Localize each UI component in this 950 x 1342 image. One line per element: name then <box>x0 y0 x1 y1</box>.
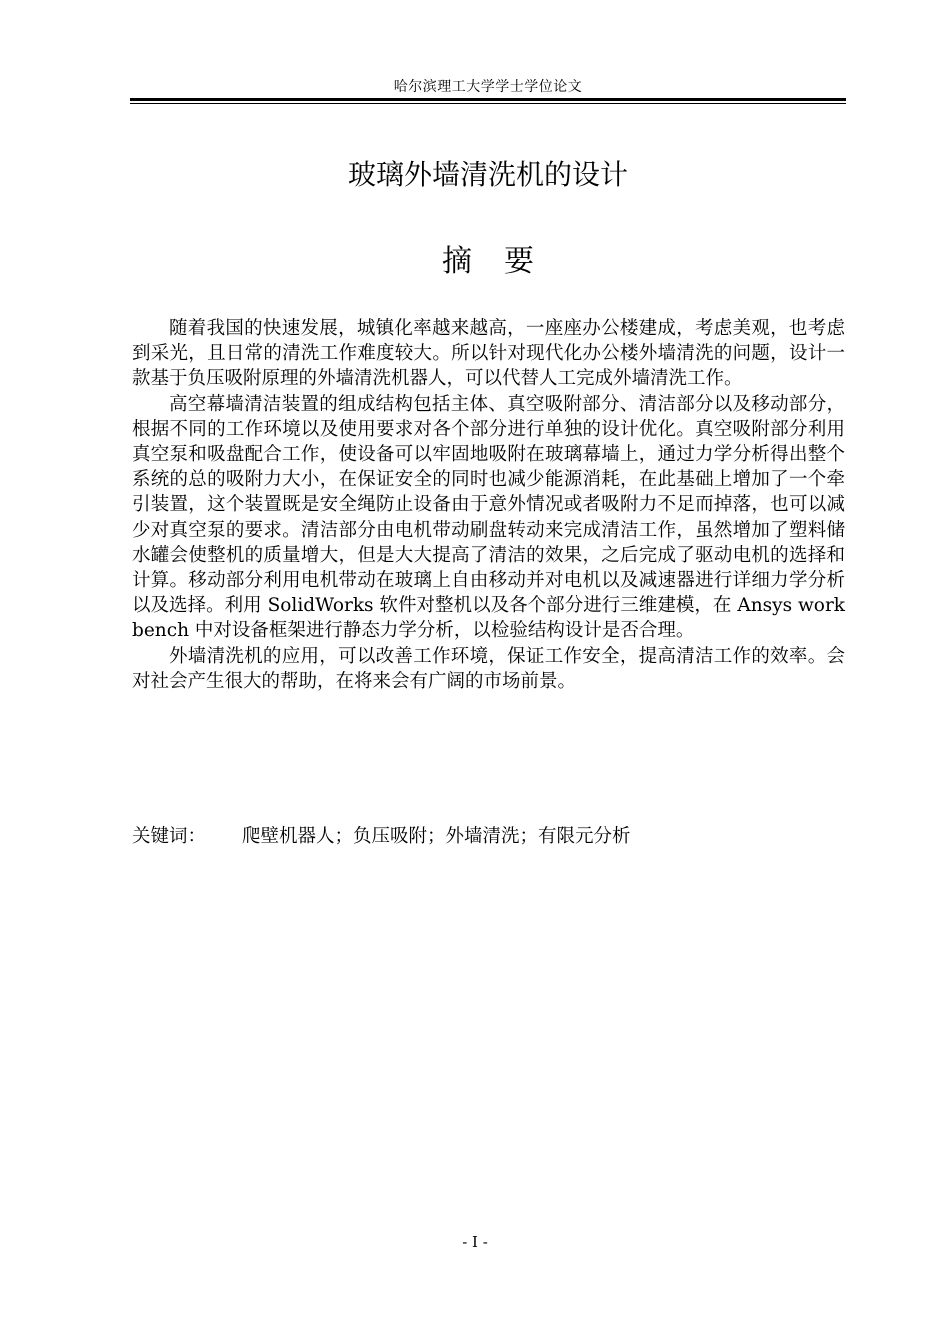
keywords-label: 关键词： <box>132 826 207 847</box>
abstract-paragraph-2: 高空幕墙清洁装置的组成结构包括主体、真空吸附部分、清洁部分以及移动部分，根据不同的工作环境以及使用要求对各个部分进行单独的设计优化。真空吸附部分利用真空泵和吸盘配合工作，使设备可以牢固地吸附在玻璃幕墙上，通过力学分析得出整个系统的总的吸附力大小，在保证安全的同时也减少能源消耗，在此基础上增加了一个牵引装置，这个装置既是安全绳防止设备由于意外情况或者吸附力不足而掉落，也可以减少对真空泵的要求。清洁部分由电机带动刷盘转动来完成清洁工作，虽然增加了塑料储水罐会使整机的质量增大，但是大大提高了清洁的效果，之后完成了驱动电机的选择和计算。移动部分利用电机带动在玻璃上自由移动并对电机以及减速器进行详细力学分析以及选择。利用 SolidWorks 软件对整机以及各个部分进行三维建模，在 Ansys workbench 中对设备框架进行静态力学分析，以检验结构设计是否合理。 <box>132 393 845 642</box>
keywords-line <box>132 824 845 850</box>
page-number: - I - <box>462 1233 488 1251</box>
thesis-title: 玻璃外墙清洗机的设计 <box>347 158 628 191</box>
abstract-paragraph-1: 随着我国的快速发展，城镇化率越来越高，一座座办公楼建成，考虑美观，也考虑到采光，且日常的清洗工作难度较大。所以针对现代化办公楼外墙清洗的问题，设计一款基于负压吸附原理的外墙清洗机器人，可以代替人工完成外墙清洗工作。 <box>132 318 845 390</box>
keywords-text: 爬壁机器人；负压吸附；外墙清洗；有限元分析 <box>242 826 631 847</box>
running-header: 哈尔滨理工大学学士学位论文 <box>393 79 583 95</box>
header-rule-thick <box>130 98 846 101</box>
abstract-heading: 摘要 <box>442 244 566 279</box>
abstract-paragraph-3: 外墙清洗机的应用，可以改善工作环境，保证工作安全，提高清洁工作的效率。会对社会产生很大的帮助，在将来会有广阔的市场前景。 <box>132 645 845 692</box>
header-rule-thin <box>130 103 846 104</box>
abstract-body <box>132 316 845 694</box>
